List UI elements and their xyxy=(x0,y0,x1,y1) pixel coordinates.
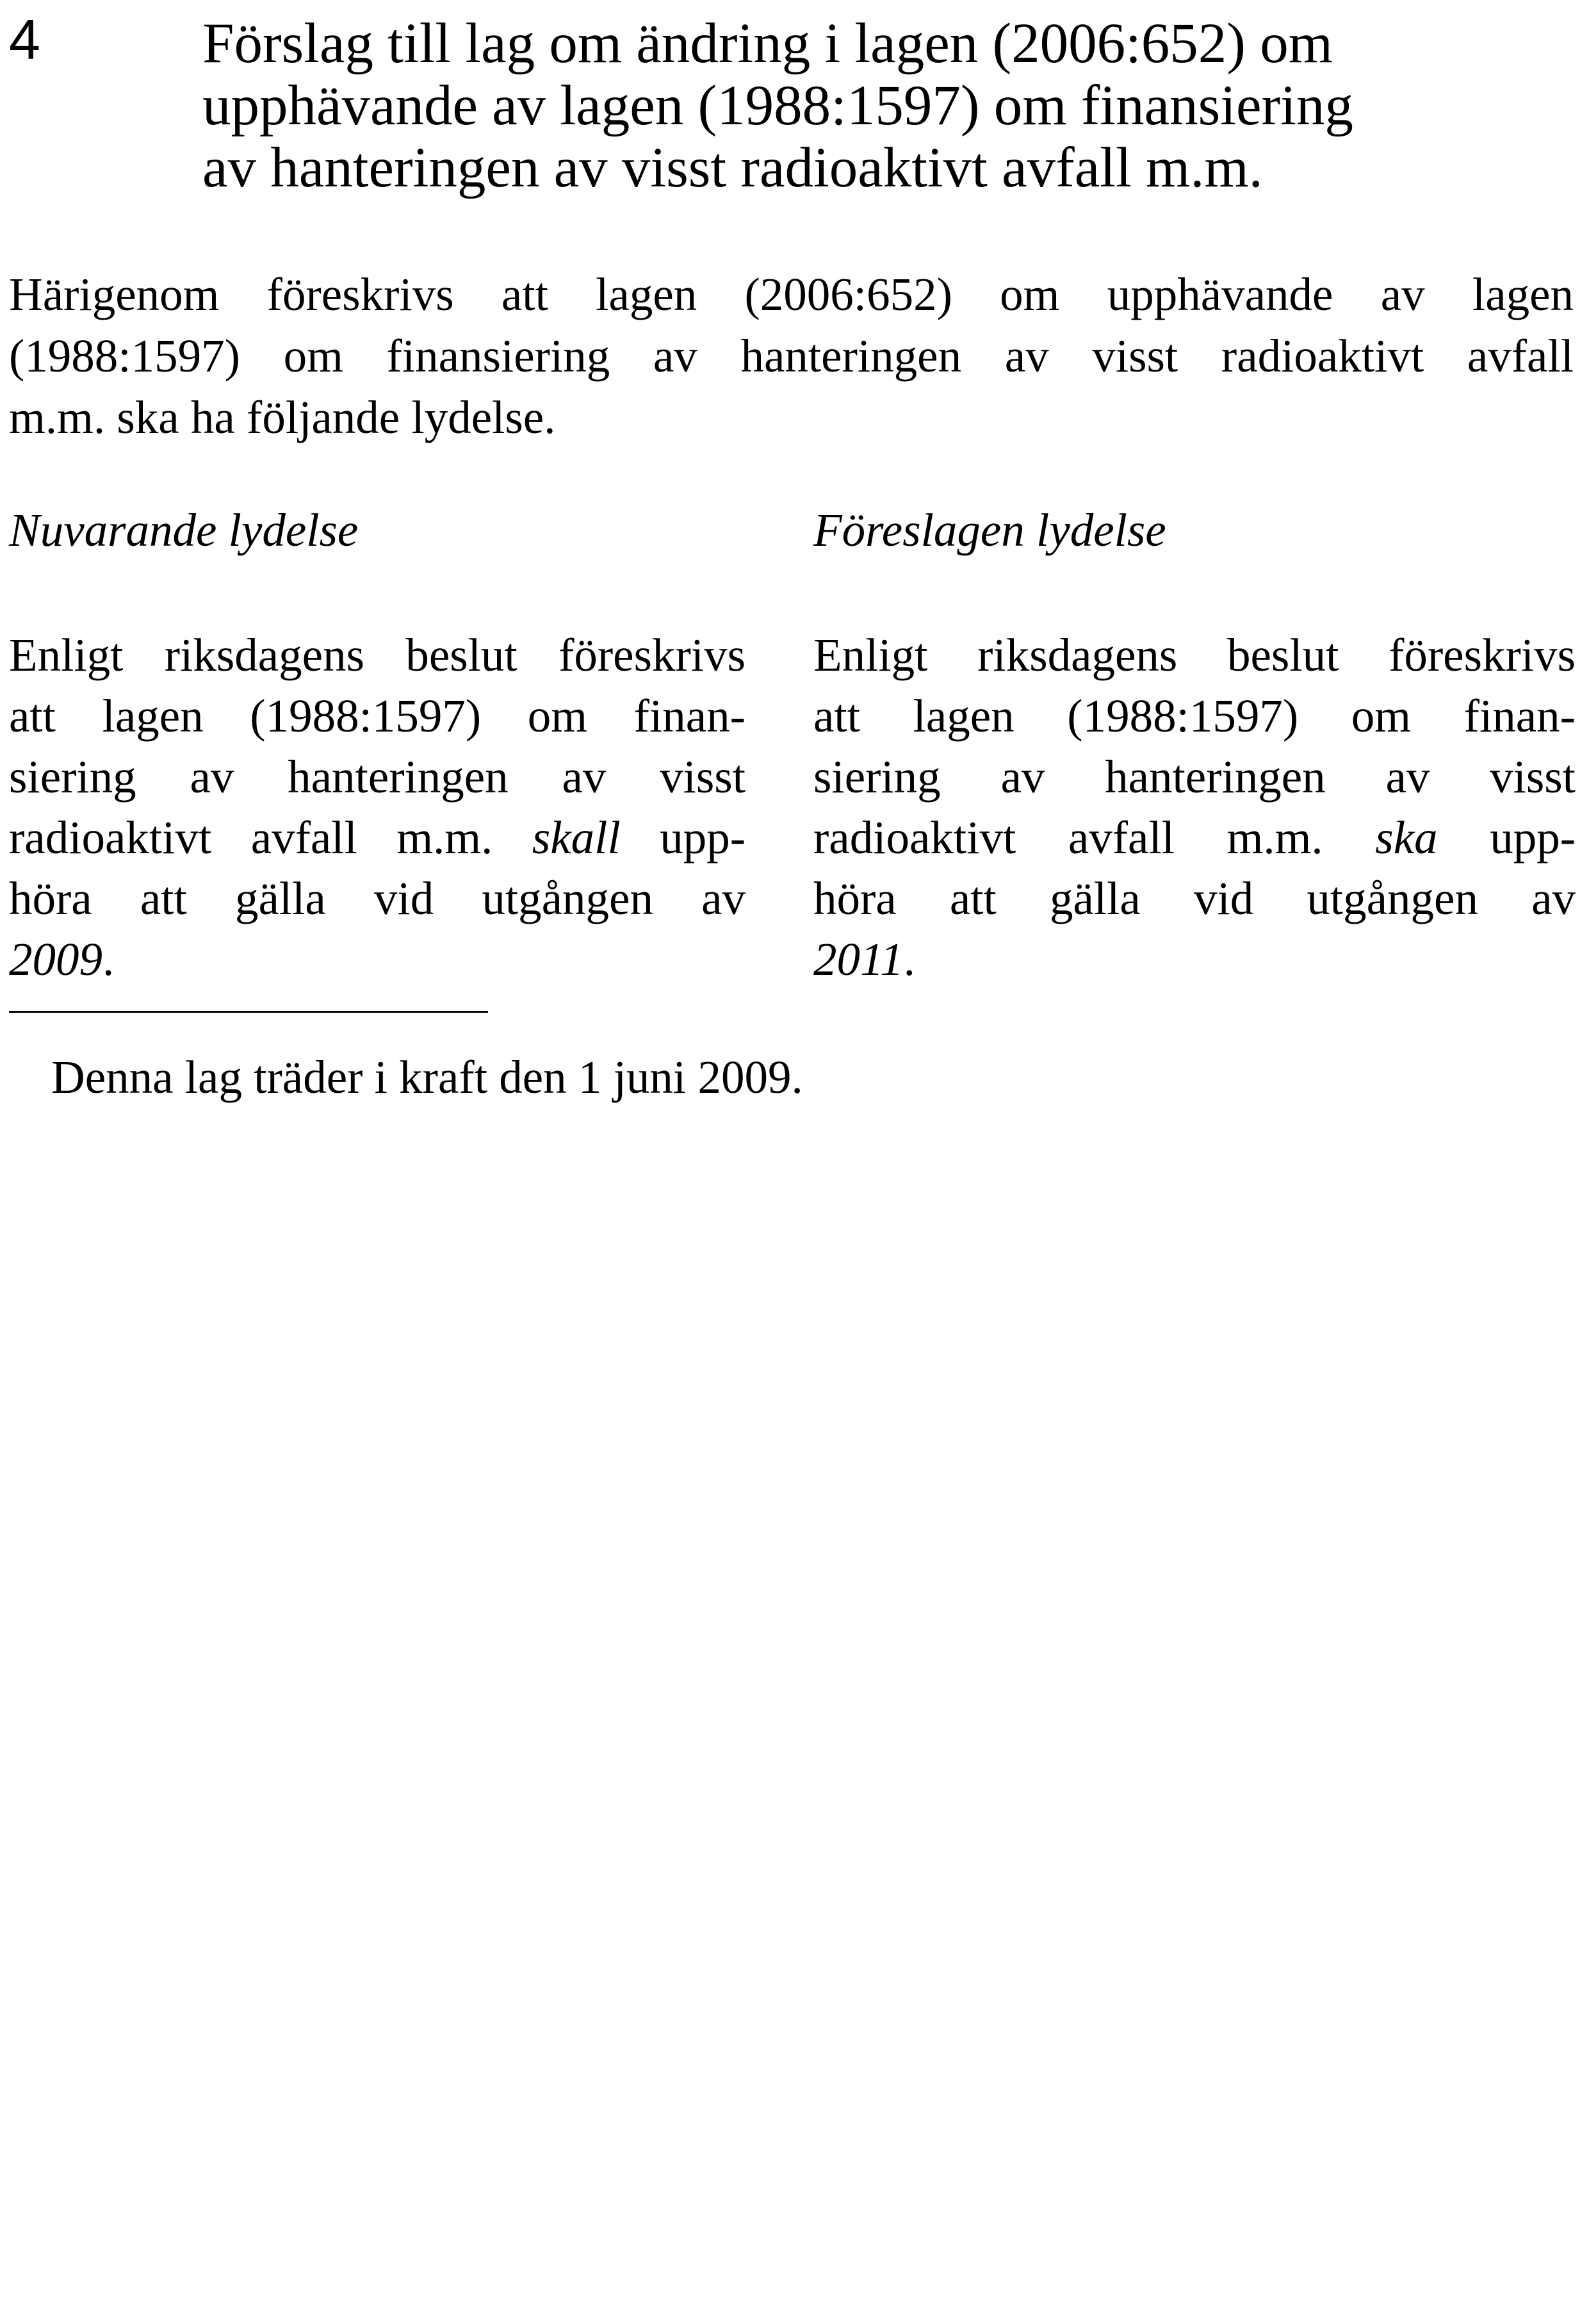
text-line: höra att gälla vid utgången av xyxy=(9,872,746,924)
text-fragment: radioaktivt avfall m.m. xyxy=(9,812,532,863)
text-line: Enligt riksdagens beslut föreskrivs xyxy=(813,629,1576,681)
text-line xyxy=(9,807,746,868)
current-wording-text xyxy=(9,625,746,990)
current-wording-header: Nuvarande lydelse xyxy=(9,504,359,556)
proposed-wording-column xyxy=(813,500,1576,990)
intro-line: (1988:1597) om finansiering av hanteringen av visst radioaktivt avfall xyxy=(9,330,1574,382)
text-line xyxy=(813,929,1576,990)
intro-paragraph xyxy=(9,264,1574,448)
section-heading xyxy=(202,13,1573,199)
amended-year: 2011 xyxy=(813,933,904,985)
text-line xyxy=(9,929,746,990)
text-line: Enligt riksdagens beslut föreskrivs xyxy=(9,629,746,681)
section-number: 4 xyxy=(9,8,40,71)
divider-rule xyxy=(9,1011,488,1013)
current-wording-column xyxy=(9,500,746,990)
intro-line: m.m. ska ha följande lydelse. xyxy=(9,391,556,443)
amended-year: 2009 xyxy=(9,933,102,985)
heading-line: upphävande av lagen (1988:1597) om finansiering xyxy=(202,74,1353,137)
heading-line: av hanteringen av visst radioaktivt avfall m.m. xyxy=(202,136,1263,199)
proposed-wording-header: Föreslagen lydelse xyxy=(813,504,1166,556)
text-line: att lagen (1988:1597) om finan- xyxy=(9,690,746,742)
text-fragment: . xyxy=(903,933,915,985)
text-line: höra att gälla vid utgången av xyxy=(813,872,1576,924)
text-fragment: . xyxy=(102,933,115,985)
text-fragment: upp- xyxy=(620,812,746,863)
text-line: siering av hanteringen av visst xyxy=(813,751,1576,803)
text-line xyxy=(813,807,1576,868)
proposed-wording-text xyxy=(813,625,1576,990)
amended-word: ska xyxy=(1375,812,1438,863)
text-line: att lagen (1988:1597) om finan- xyxy=(813,690,1576,742)
entry-into-force-text: Denna lag träder i kraft den 1 juni 2009. xyxy=(51,1051,803,1103)
text-fragment: upp- xyxy=(1437,812,1576,863)
heading-line: Förslag till lag om ändring i lagen (2006:652) om xyxy=(202,12,1333,75)
amended-word: skall xyxy=(532,812,621,863)
text-line: siering av hanteringen av visst xyxy=(9,751,746,803)
text-fragment: radioaktivt avfall m.m. xyxy=(813,812,1376,863)
intro-line: Härigenom föreskrivs att lagen (2006:652) om upphävande av lagen xyxy=(9,268,1574,320)
